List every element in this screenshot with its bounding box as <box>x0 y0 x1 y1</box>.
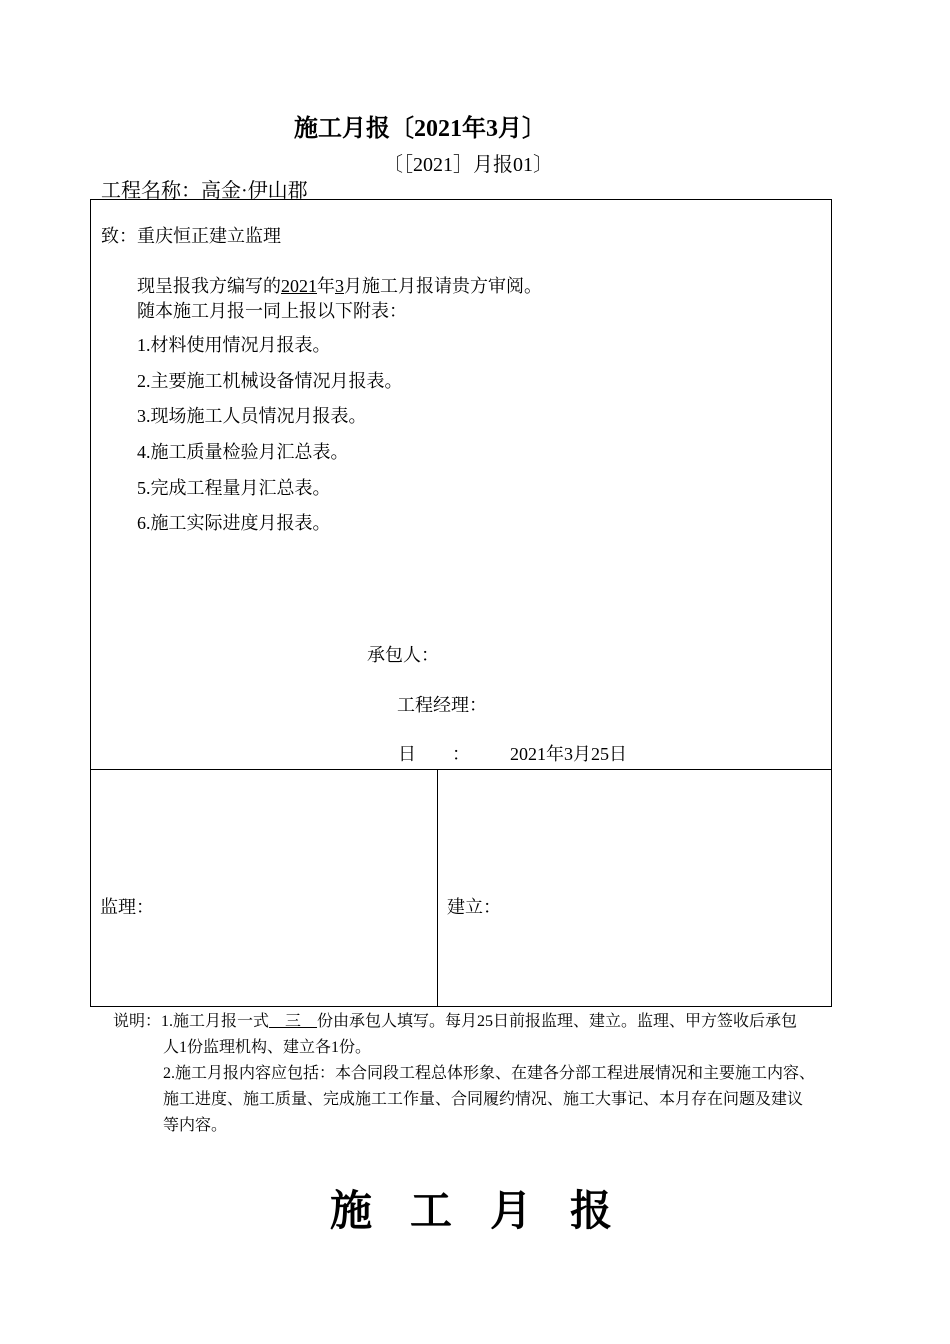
table-divider-horizontal <box>90 769 832 770</box>
attachment-item: 5.完成工程量月汇总表。 <box>137 478 331 498</box>
note-line: 等内容。 <box>163 1117 228 1134</box>
note-line: 施工进度、施工质量、完成施工工作量、合同履约情况、施工大事记、本月存在问题及建议 <box>163 1091 804 1108</box>
attachment-item: 1.材料使用情况月报表。 <box>137 335 331 355</box>
attachment-item: 3.现场施工人员情况月报表。 <box>137 406 367 426</box>
project-name-label: 工程名称： <box>101 178 201 202</box>
attachment-item: 4.施工质量检验月汇总表。 <box>137 442 349 462</box>
cover-title: 施工月报 <box>330 1189 651 1235</box>
addressee: 致：重庆恒正建立监理 <box>101 226 281 246</box>
document-number: 〔［2021］月报01〕 <box>383 154 553 176</box>
intro-year: 2021 <box>281 276 317 296</box>
note-line: 人1份监理机构、建立各1份。 <box>163 1039 372 1056</box>
notes-section <box>113 1009 815 1139</box>
jianli-label: 建立： <box>447 897 501 917</box>
intro-month: 3 <box>335 276 344 296</box>
intro-mid: 年 <box>317 276 335 296</box>
project-name-value: 高金·伊山郡 <box>201 180 308 202</box>
report-title: 施工月报〔2021年3月〕 <box>294 116 546 142</box>
project-manager-label: 工程经理： <box>397 695 487 715</box>
supervision-label: 监理： <box>100 897 154 917</box>
intro-post: 月施工月报请贵方审阅。 <box>344 276 542 296</box>
intro-line <box>137 272 542 298</box>
note-text: 说明：1.施工月报一式 <box>113 1013 270 1030</box>
date-label: 日 ： <box>398 744 470 764</box>
table-divider-vertical <box>437 769 438 1007</box>
note-line <box>113 1009 815 1035</box>
attachment-item: 6.施工实际进度月报表。 <box>137 513 331 533</box>
note-copies: 三 <box>269 1013 318 1030</box>
note-line: 2.施工月报内容应包括：本合同段工程总体形象、在建各分部工程进展情况和主要施工内容、 <box>163 1065 816 1082</box>
intro-pre: 现呈报我方编写的 <box>137 276 281 296</box>
contractor-label: 承包人： <box>367 645 439 665</box>
note-text: 份由承包人填写。每月25日前报监理、建立。监理、甲方签收后承包 <box>317 1013 798 1030</box>
date-value: 2021年3月25日 <box>510 744 627 764</box>
attachment-item: 2.主要施工机械设备情况月报表。 <box>137 371 403 391</box>
attachment-intro: 随本施工月报一同上报以下附表： <box>137 301 407 321</box>
